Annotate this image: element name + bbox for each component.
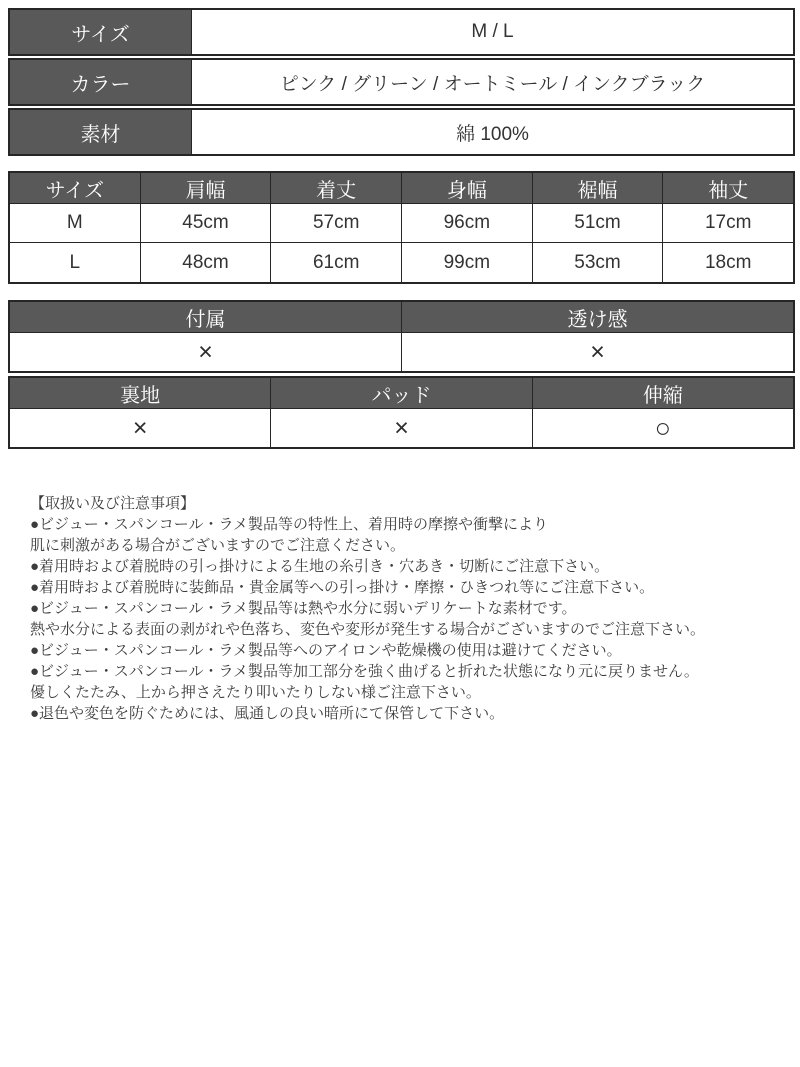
spec-value-size: M / L — [471, 21, 514, 42]
size-cell: L — [10, 243, 141, 282]
size-table-header-length: 着丈 — [271, 173, 402, 203]
care-note-line: ●退色や変色を防ぐためには、風通しの良い暗所にて保管して下さい。 — [30, 705, 505, 722]
feature-value-lining: × — [10, 409, 271, 447]
feature-group1-header-row — [10, 302, 793, 333]
feature-group2-header-row — [10, 378, 793, 409]
size-measurement-table — [8, 171, 795, 284]
feature-value-accessory: × — [10, 333, 402, 371]
size-table-header-hem-width: 裾幅 — [533, 173, 664, 203]
size-table-header-row — [10, 173, 793, 204]
size-cell: 48cm — [141, 243, 272, 282]
spec-label-size: サイズ — [10, 10, 192, 54]
size-table-header-body-width: 身幅 — [402, 173, 533, 203]
size-cell: 96cm — [402, 204, 533, 242]
feature-header-stretch: 伸縮 — [533, 378, 793, 408]
care-note-line: 優しくたたみ、上から押さえたり叩いたりしない様ご注意下さい。 — [30, 684, 481, 701]
size-cell: 99cm — [402, 243, 533, 282]
feature-value-stretch: ○ — [654, 412, 671, 443]
size-cell: 53cm — [533, 243, 664, 282]
spec-row-size — [8, 8, 795, 56]
feature-table-group2 — [8, 376, 795, 449]
care-note-line: ●ビジュー・スパンコール・ラメ製品等加工部分を強く曲げると折れた状態になり元に戻りません。 — [30, 663, 699, 680]
spec-label-material: 素材 — [10, 110, 192, 154]
size-cell: M — [10, 204, 141, 242]
size-table-row-m — [10, 204, 793, 243]
size-cell: 45cm — [141, 204, 272, 242]
care-note-line: ●ビジュー・スパンコール・ラメ製品等へのアイロンや乾燥機の使用は避けてください。 — [30, 642, 622, 659]
size-table-row-l — [10, 243, 793, 282]
size-cell: 61cm — [271, 243, 402, 282]
spec-row-color — [8, 58, 795, 106]
care-notes-title: 【取扱い及び注意事項】 — [30, 495, 196, 512]
care-note-line: ●ビジュー・スパンコール・ラメ製品等の特性上、着用時の摩擦や衝撃により — [30, 516, 549, 533]
size-cell: 57cm — [271, 204, 402, 242]
spec-value-color: ピンク / グリーン / オートミール / インクブラック — [279, 73, 706, 95]
care-note-line: 熱や水分による表面の剥がれや色落ち、変色や変形が発生する場合がございますのでご注意下さい。 — [30, 621, 706, 638]
spec-row-material — [8, 108, 795, 156]
spec-label-color: カラー — [10, 60, 192, 104]
feature-value-sheerness: × — [590, 337, 605, 366]
size-table-header-size: サイズ — [10, 173, 141, 203]
spec-value-material: 綿 100% — [456, 123, 529, 145]
size-table-header-sleeve: 袖丈 — [663, 173, 793, 203]
care-notes-section — [8, 493, 800, 724]
feature-group2-value-row — [10, 409, 793, 447]
basic-spec-table — [8, 8, 795, 156]
feature-value-pad: × — [271, 409, 532, 447]
care-note-line: ●着用時および着脱時の引っ掛けによる生地の糸引き・穴あき・切断にご注意下さい。 — [30, 558, 610, 575]
feature-header-accessory: 付属 — [10, 302, 402, 332]
size-table-header-shoulder: 肩幅 — [141, 173, 272, 203]
size-cell: 17cm — [704, 212, 752, 233]
care-note-line: ●ビジュー・スパンコール・ラメ製品等は熱や水分に弱いデリケートな素材です。 — [30, 600, 577, 617]
feature-table-group1 — [8, 300, 795, 373]
feature-header-sheerness: 透け感 — [402, 302, 793, 332]
feature-group1-value-row — [10, 333, 793, 371]
size-cell: 51cm — [533, 204, 664, 242]
size-cell: 18cm — [704, 251, 752, 273]
care-note-line: ●着用時および着脱時に装飾品・貴金属等への引っ掛け・摩擦・ひきつれ等にご注意下さい。 — [30, 579, 655, 596]
feature-header-lining: 裏地 — [10, 378, 271, 408]
care-note-line: 肌に刺激がある場合がございますのでご注意ください。 — [30, 537, 406, 554]
feature-header-pad: パッド — [271, 378, 532, 408]
